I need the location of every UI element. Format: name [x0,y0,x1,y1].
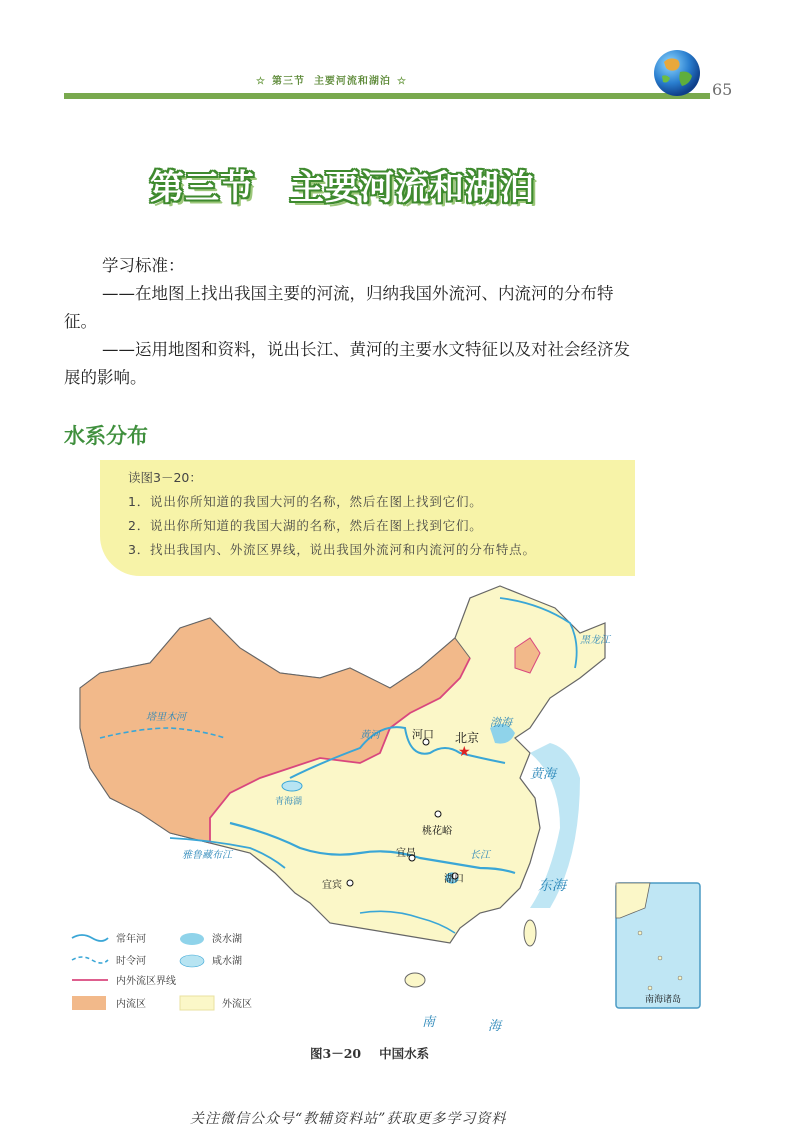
star-icon: ☆ [256,76,266,87]
bohai-label: 渤海 [490,716,512,729]
hukou-label: 湖口 [444,874,464,885]
standard-item: ——运用地图和资料，说出长江、黄河的主要水文特征以及对社会经济发展的影响。 [64,340,630,387]
page-number: 65 [712,80,733,99]
east-sea-label: 东海 [538,878,566,894]
activity-title: 读图3－20： [128,470,202,485]
yarlung-river-label: 雅鲁藏布江 [182,850,232,861]
salt-lake-symbol [180,955,204,967]
header-topic: 主要河流和湖泊 [313,76,391,87]
yellow-river-label: 黄河 [360,730,380,741]
globe-icon [652,48,702,98]
standards-heading: 学习标准： [102,256,185,275]
legend-interior: 内流区 [116,999,146,1010]
figure-caption [310,1044,447,1062]
south-sea-label-2: 海 [488,1019,502,1034]
legend-freshwater-lake: 淡水湖 [212,934,242,945]
interior-symbol [72,996,106,1010]
beijing-label: 北京 [455,731,480,745]
inset-label: 南海诸岛 [645,995,682,1005]
map-legend [72,932,252,1010]
header-rule [64,93,710,99]
freshwater-lake-symbol [180,933,204,945]
taiwan-island [524,920,536,946]
yibin-marker [347,880,353,886]
legend-seasonal-river: 时令河 [116,956,146,967]
exterior-symbol [180,996,214,1010]
star-icon: ☆ [396,76,407,87]
section-heading: 水系分布 [64,424,148,448]
taohuayu-label: 桃花峪 [422,826,452,837]
hainan-island [405,973,425,987]
activity-item: 1．说出你所知道的我国大河的名称，然后在图上找到它们。 [128,494,483,509]
activity-box [100,460,635,576]
hekou-label: 河口 [412,728,434,741]
tarim-river-label: 塔里木河 [146,712,186,723]
yichang-label: 宜昌 [396,848,416,859]
south-sea-label-1: 南 [422,1015,436,1030]
seasonal-river-symbol [72,957,108,963]
header-section: 第三节 [271,76,305,87]
figure-number: 图3－20 [310,1046,362,1061]
figure-title: 中国水系 [379,1046,430,1061]
amur-river-label: 黑龙江 [580,635,610,646]
legend-perennial-river: 常年河 [116,934,146,945]
china-water-system-map [60,578,710,1040]
legend-salt-lake: 咸水湖 [212,956,242,967]
qinghai-lake [282,781,302,791]
activity-item: 3．找出我国内、外流区界线，说出我国外流河和内流河的分布特点。 [128,542,536,557]
legend-boundary: 内外流区界线 [116,976,176,987]
page-title: 第三节 主要河流和湖泊 [150,168,535,208]
yibin-label: 宜宾 [322,880,342,891]
learning-standards [64,252,644,392]
south-china-sea-inset [616,883,700,1008]
footer-note: 关注微信公众号“教辅资料站”获取更多学习资料 [190,1111,507,1127]
standard-item: ——在地图上找出我国主要的河流，归纳我国外流河、内流河的分布特征。 [64,284,614,331]
taohuayu-marker [435,811,441,817]
running-header [250,72,470,87]
perennial-river-symbol [72,935,108,941]
yellow-sea-label: 黄海 [530,767,557,782]
yangtze-river-label: 长江 [470,850,490,861]
star-icon: ★ [458,744,471,760]
qinghai-lake-label: 青海湖 [275,797,303,807]
legend-exterior: 外流区 [222,999,252,1010]
activity-item: 2．说出你所知道的我国大湖的名称，然后在图上找到它们。 [128,518,483,533]
